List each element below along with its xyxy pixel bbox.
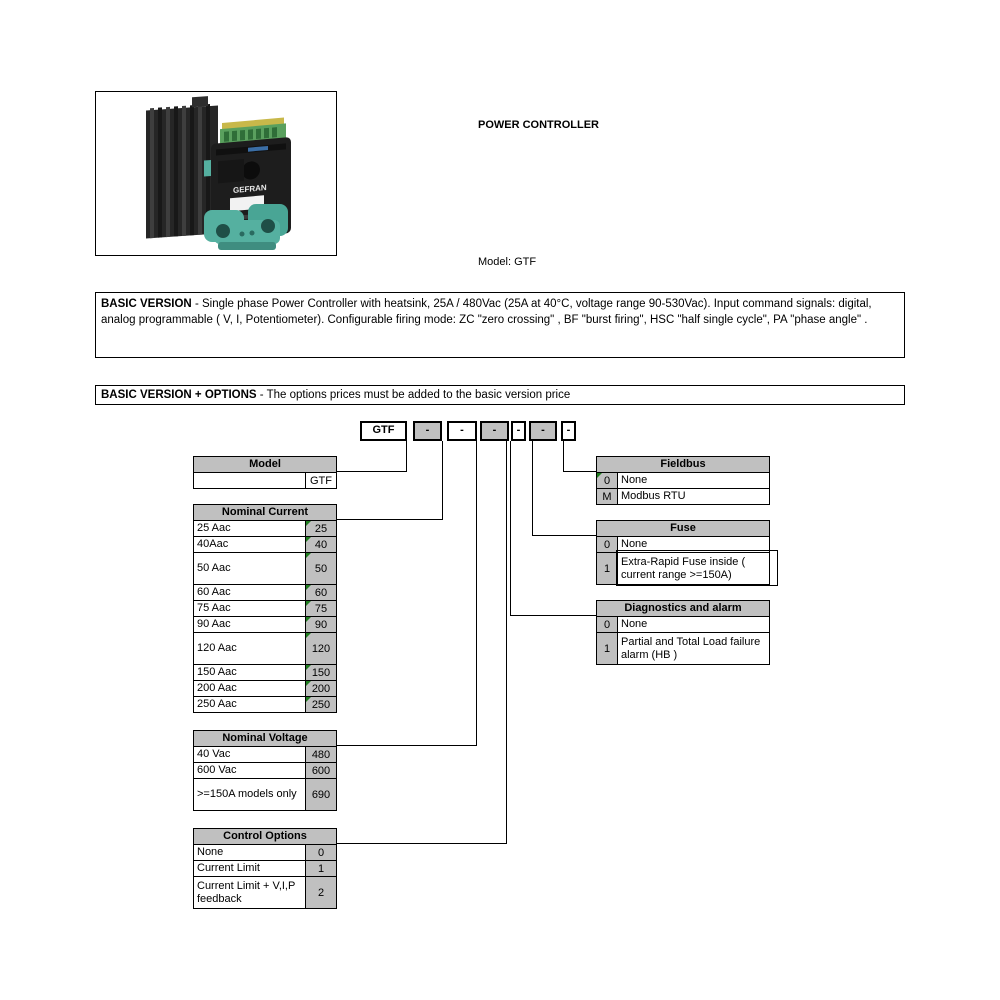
cell-code: GTF	[305, 473, 336, 488]
cell-code: 200	[305, 681, 336, 696]
cell-desc: 600 Vac	[194, 763, 305, 778]
cell-code: 120	[305, 633, 336, 664]
product-photo-frame	[95, 91, 337, 256]
table-model	[193, 456, 337, 489]
product-photo	[96, 92, 336, 255]
cell-desc: Current Limit	[194, 861, 305, 876]
cell-desc: Current Limit + V,I,P feedback	[194, 877, 305, 908]
options-header-box	[95, 385, 905, 405]
table-row	[194, 520, 336, 536]
cell-desc: 90 Aac	[194, 617, 305, 632]
cell-desc: 60 Aac	[194, 585, 305, 600]
table-row	[194, 844, 336, 860]
cell-code: 150	[305, 665, 336, 680]
table-row	[597, 632, 769, 664]
table-row	[194, 664, 336, 680]
connector-fieldbus	[563, 441, 596, 472]
options-header-text: - The options prices must be added to the basic version price	[256, 389, 571, 401]
code-box-model: GTF	[360, 421, 407, 441]
table-diagnostics-title: Diagnostics and alarm	[597, 601, 769, 616]
code-box-diagnostics: -	[511, 421, 526, 441]
cell-code: 1	[597, 553, 618, 584]
cell-code: 1	[305, 861, 336, 876]
table-row	[194, 536, 336, 552]
table-row	[194, 860, 336, 876]
table-fieldbus	[596, 456, 770, 505]
cell-desc: 50 Aac	[194, 553, 305, 584]
cell-desc: 25 Aac	[194, 521, 305, 536]
table-control-options-title: Control Options	[194, 829, 336, 844]
table-row	[194, 680, 336, 696]
cell-code: 480	[305, 747, 336, 762]
cell-desc: 120 Aac	[194, 633, 305, 664]
basic-version-box	[95, 292, 905, 358]
table-model-title: Model	[194, 457, 336, 472]
code-box-control: -	[480, 421, 509, 441]
table-row	[194, 600, 336, 616]
table-row	[194, 584, 336, 600]
cell-desc: Modbus RTU	[618, 489, 769, 504]
cell-desc: 250 Aac	[194, 697, 305, 712]
table-fuse	[596, 520, 770, 585]
basic-version-label: BASIC VERSION	[101, 298, 192, 310]
page-title: POWER CONTROLLER	[478, 119, 599, 131]
cell-desc: >=150A models only	[194, 779, 305, 810]
cell-code: 2	[305, 877, 336, 908]
code-box-voltage: -	[447, 421, 477, 441]
table-row	[597, 552, 769, 584]
cell-code: 600	[305, 763, 336, 778]
brand-text: GEFRAN	[233, 183, 267, 196]
cell-desc: 75 Aac	[194, 601, 305, 616]
options-header-label: BASIC VERSION + OPTIONS	[101, 389, 257, 401]
table-row	[194, 632, 336, 664]
table-nominal-voltage	[193, 730, 337, 811]
cell-desc: None	[618, 617, 769, 632]
cell-code: 0	[597, 617, 618, 632]
table-row	[194, 762, 336, 778]
cell-code: 40	[305, 537, 336, 552]
table-row	[194, 616, 336, 632]
table-control-options	[193, 828, 337, 909]
table-nominal-voltage-title: Nominal Voltage	[194, 731, 336, 746]
table-row	[597, 472, 769, 488]
cell-desc: Extra-Rapid Fuse inside ( current range >=150A)	[618, 553, 769, 584]
connector-control-options	[337, 441, 507, 844]
cell-code: M	[597, 489, 618, 504]
table-fuse-title: Fuse	[597, 521, 769, 536]
cell-desc: None	[618, 537, 769, 552]
cell-code: 60	[305, 585, 336, 600]
table-diagnostics	[596, 600, 770, 665]
model-caption: Model: GTF	[478, 256, 537, 268]
cell-desc: 150 Aac	[194, 665, 305, 680]
code-box-fuse: -	[529, 421, 557, 441]
cell-desc: None	[194, 845, 305, 860]
table-row	[194, 696, 336, 712]
cell-code: 0	[305, 845, 336, 860]
table-row	[194, 746, 336, 762]
table-row	[597, 616, 769, 632]
code-box-current: -	[413, 421, 442, 441]
cell-desc	[194, 473, 305, 488]
table-nominal-current	[193, 504, 337, 713]
cell-code: 250	[305, 697, 336, 712]
table-fieldbus-title: Fieldbus	[597, 457, 769, 472]
cell-code: 1	[597, 633, 618, 664]
cell-code: 90	[305, 617, 336, 632]
cell-desc: 40Aac	[194, 537, 305, 552]
cell-code: 0	[597, 537, 618, 552]
cell-code: 25	[305, 521, 336, 536]
table-row	[194, 778, 336, 810]
table-nominal-current-title: Nominal Current	[194, 505, 336, 520]
table-row	[194, 552, 336, 584]
code-box-fieldbus: -	[561, 421, 576, 441]
cell-code: 75	[305, 601, 336, 616]
table-row	[194, 876, 336, 908]
cell-code: 0	[597, 473, 618, 488]
basic-version-text: - Single phase Power Controller with heatsink, 25A / 480Vac (25A at 40°C, voltage range 90-530Vac). Input command signals: digital, analog programmable ( V, I, Potentiometer). Configurable firing mode: ZC "zero crossing" , BF "burst firing", HSC "half single cycle", PA "phase angle" .	[101, 298, 872, 326]
table-row	[597, 488, 769, 504]
cell-desc: 200 Aac	[194, 681, 305, 696]
cell-code: 690	[305, 779, 336, 810]
table-row	[194, 472, 336, 488]
cell-code: 50	[305, 553, 336, 584]
table-row	[597, 536, 769, 552]
cell-desc: None	[618, 473, 769, 488]
cell-desc: 40 Vac	[194, 747, 305, 762]
cell-desc: Partial and Total Load failure alarm (HB )	[618, 633, 769, 664]
